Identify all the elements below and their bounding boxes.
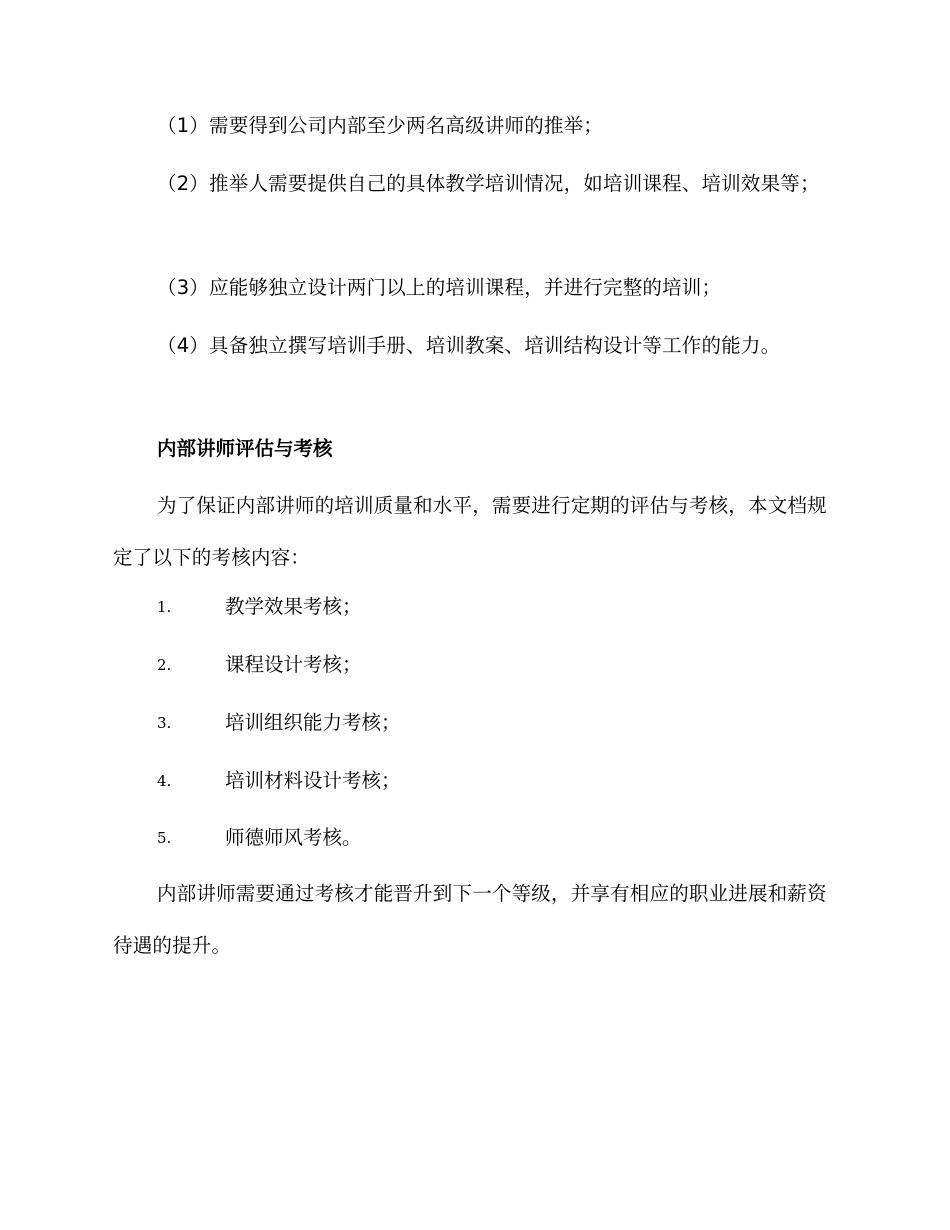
list-number: 2. [157,656,172,674]
list-number: 5. [157,829,172,847]
list-text: 课程设计考核； [225,653,362,676]
list-text: 培训组织能力考核； [225,711,401,734]
list-text: 教学效果考核； [225,595,362,618]
requirement-3: （3）应能够独立设计两门以上的培训课程，并进行完整的培训； [157,276,722,299]
list-number: 1. [157,598,172,616]
requirement-2: （2）推举人需要提供自己的具体教学培训情况，如培训课程、培训效果等； [157,172,820,195]
requirement-1: （1）需要得到公司内部至少两名高级讲师的推举； [157,114,604,137]
conclusion-paragraph: 内部讲师需要通过考核才能晋升到下一个等级，并享有相应的职业进展和薪资待遇的提升。 [113,882,827,957]
list-text: 师德师风考核。 [225,826,362,849]
list-number: 3. [157,714,172,732]
requirement-4: （4）具备独立撰写培训手册、培训教案、培训结构设计等工作的能力。 [157,334,781,357]
intro-paragraph: 为了保证内部讲师的培训质量和水平，需要进行定期的评估与考核，本文档规定了以下的考核内容： [113,494,827,569]
list-text: 培训材料设计考核； [225,769,401,792]
list-number: 4. [157,772,172,790]
section-heading: 内部讲师评估与考核 [157,437,333,460]
